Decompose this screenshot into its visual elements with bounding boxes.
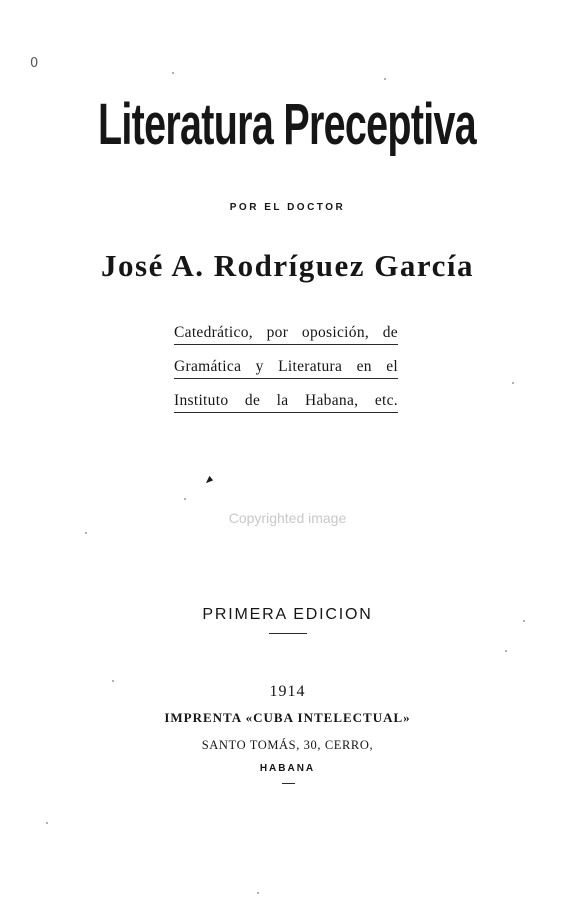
divider-rule xyxy=(282,783,295,784)
scan-speck xyxy=(523,620,525,622)
divider-rule xyxy=(269,633,307,634)
printer-address: SANTO TOMÁS, 30, CERRO, xyxy=(201,738,374,752)
author-name: José A. Rodríguez García xyxy=(101,248,474,283)
byline: POR EL DOCTOR xyxy=(229,202,346,213)
scan-speck xyxy=(85,532,87,534)
scan-speck xyxy=(505,650,507,652)
scan-speck xyxy=(112,680,114,682)
printer-name: IMPRENTA «CUBA INTELECTUAL» xyxy=(164,710,411,725)
credential-line: Catedrático, por oposición, de xyxy=(174,324,398,345)
credential-line: Instituto de la Habana, etc. xyxy=(174,392,398,413)
margin-mark: 0 xyxy=(30,56,39,71)
publication-year: 1914 xyxy=(269,683,306,700)
scan-speck xyxy=(512,382,514,384)
book-title xyxy=(0,92,575,157)
scan-speck xyxy=(384,78,386,80)
scan-speck xyxy=(46,822,48,824)
copyright-watermark: Copyrighted image xyxy=(228,510,347,526)
credential-line: Gramática y Literatura en el xyxy=(174,358,398,379)
publication-city: HABANA xyxy=(259,763,316,774)
ornament-icon xyxy=(205,475,214,484)
book-title-text: Literatura Preceptiva xyxy=(98,92,477,157)
scan-speck xyxy=(257,892,259,894)
edition-label: PRIMERA EDICION xyxy=(202,606,373,623)
scan-speck xyxy=(184,498,186,500)
scan-speck xyxy=(172,72,174,74)
